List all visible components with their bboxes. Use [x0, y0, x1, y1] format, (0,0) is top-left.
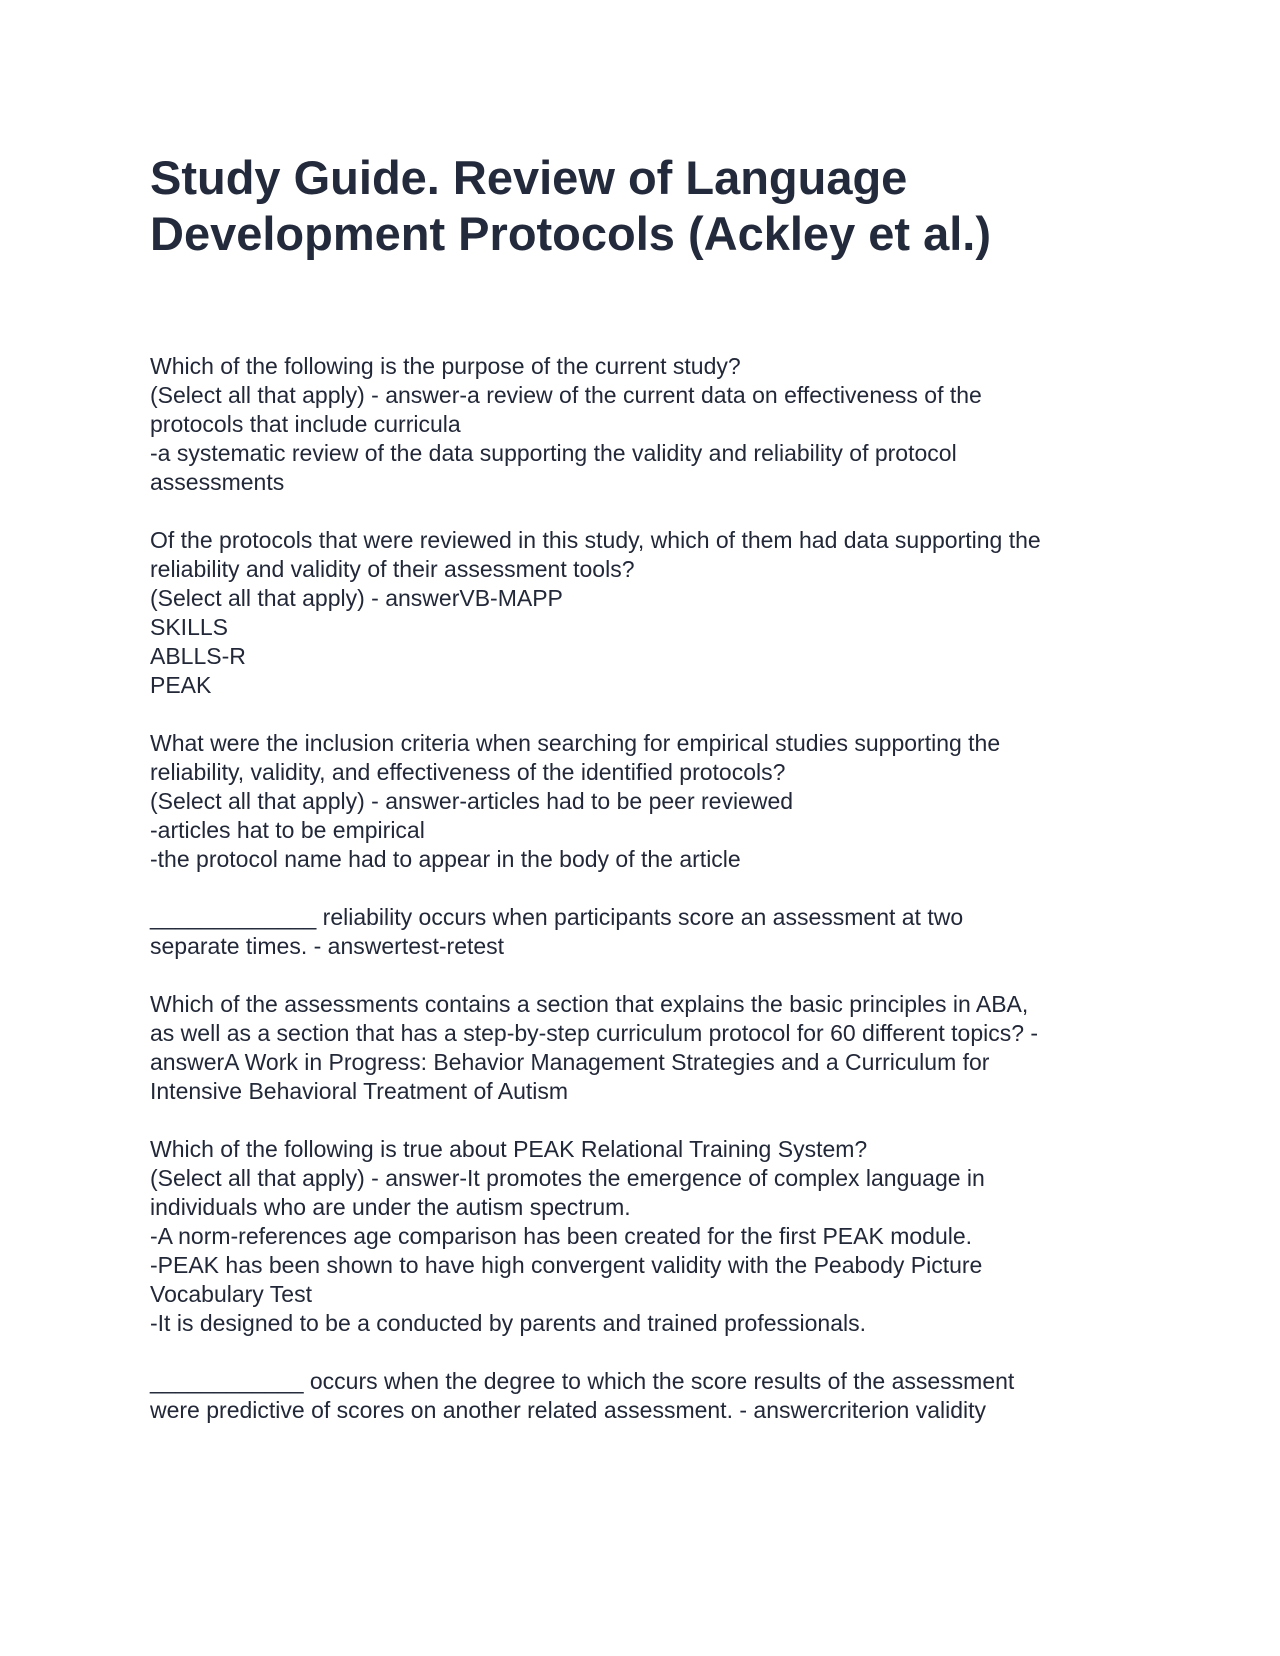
- answer-line: answerA Work in Progress: Behavior Management Strategies and a Curriculum for: [150, 1049, 990, 1075]
- question-line: Which of the following is the purpose of the current study?: [150, 353, 741, 379]
- qa-block-1: [150, 352, 1140, 497]
- answer-line: (Select all that apply) - answerVB-MAPP: [150, 585, 563, 611]
- document-page: [150, 150, 1140, 1454]
- answer-line: separate times. - answertest-retest: [150, 933, 505, 959]
- question-line: ____________ occurs when the degree to which the score results of the assessment: [150, 1368, 1015, 1394]
- question-line: Of the protocols that were reviewed in this study, which of them had data supporting the: [150, 527, 1041, 553]
- answer-line: -A norm-references age comparison has been created for the first PEAK module.: [150, 1223, 973, 1249]
- answer-line: PEAK: [150, 672, 212, 698]
- question-line: _____________ reliability occurs when participants score an assessment at two: [150, 904, 964, 930]
- qa-block-4: [150, 903, 1140, 961]
- qa-block-7: [150, 1367, 1140, 1425]
- answer-line: protocols that include curricula: [150, 411, 461, 437]
- answer-line: SKILLS: [150, 614, 228, 640]
- answer-line: -articles hat to be empirical: [150, 817, 425, 843]
- question-line: What were the inclusion criteria when searching for empirical studies supporting the: [150, 730, 1001, 756]
- question-line: Which of the assessments contains a section that explains the basic principles in ABA,: [150, 991, 1029, 1017]
- answer-line: (Select all that apply) - answer-It promotes the emergence of complex language in: [150, 1165, 985, 1191]
- answer-line: -It is designed to be a conducted by parents and trained professionals.: [150, 1310, 867, 1336]
- answer-line: -PEAK has been shown to have high convergent validity with the Peabody Picture: [150, 1252, 983, 1278]
- answer-line: -a systematic review of the data supporting the validity and reliability of protocol: [150, 440, 957, 466]
- document-title: Study Guide. Review of Language Development Protocols (Ackley et al.): [150, 151, 992, 260]
- answer-line: ABLLS-R: [150, 643, 246, 669]
- qa-list: [150, 352, 1140, 1425]
- qa-block-5: [150, 990, 1140, 1106]
- answer-line: (Select all that apply) - answer-a review of the current data on effectiveness of the: [150, 382, 982, 408]
- answer-line: were predictive of scores on another related assessment. - answercriterion validity: [150, 1397, 987, 1423]
- question-line: Which of the following is true about PEAK Relational Training System?: [150, 1136, 868, 1162]
- qa-block-3: [150, 729, 1140, 874]
- qa-block-6: [150, 1135, 1140, 1338]
- answer-line: (Select all that apply) - answer-articles had to be peer reviewed: [150, 788, 794, 814]
- qa-block-2: [150, 526, 1140, 700]
- question-line: reliability, validity, and effectiveness of the identified protocols?: [150, 759, 786, 785]
- answer-line: -the protocol name had to appear in the body of the article: [150, 846, 741, 872]
- answer-line: Intensive Behavioral Treatment of Autism: [150, 1078, 569, 1104]
- question-line: reliability and validity of their assessment tools?: [150, 556, 635, 582]
- answer-line: individuals who are under the autism spectrum.: [150, 1194, 631, 1220]
- answer-line: assessments: [150, 469, 285, 495]
- answer-line: Vocabulary Test: [150, 1281, 312, 1307]
- question-line: as well as a section that has a step-by-step curriculum protocol for 60 different topics? -: [150, 1020, 1039, 1046]
